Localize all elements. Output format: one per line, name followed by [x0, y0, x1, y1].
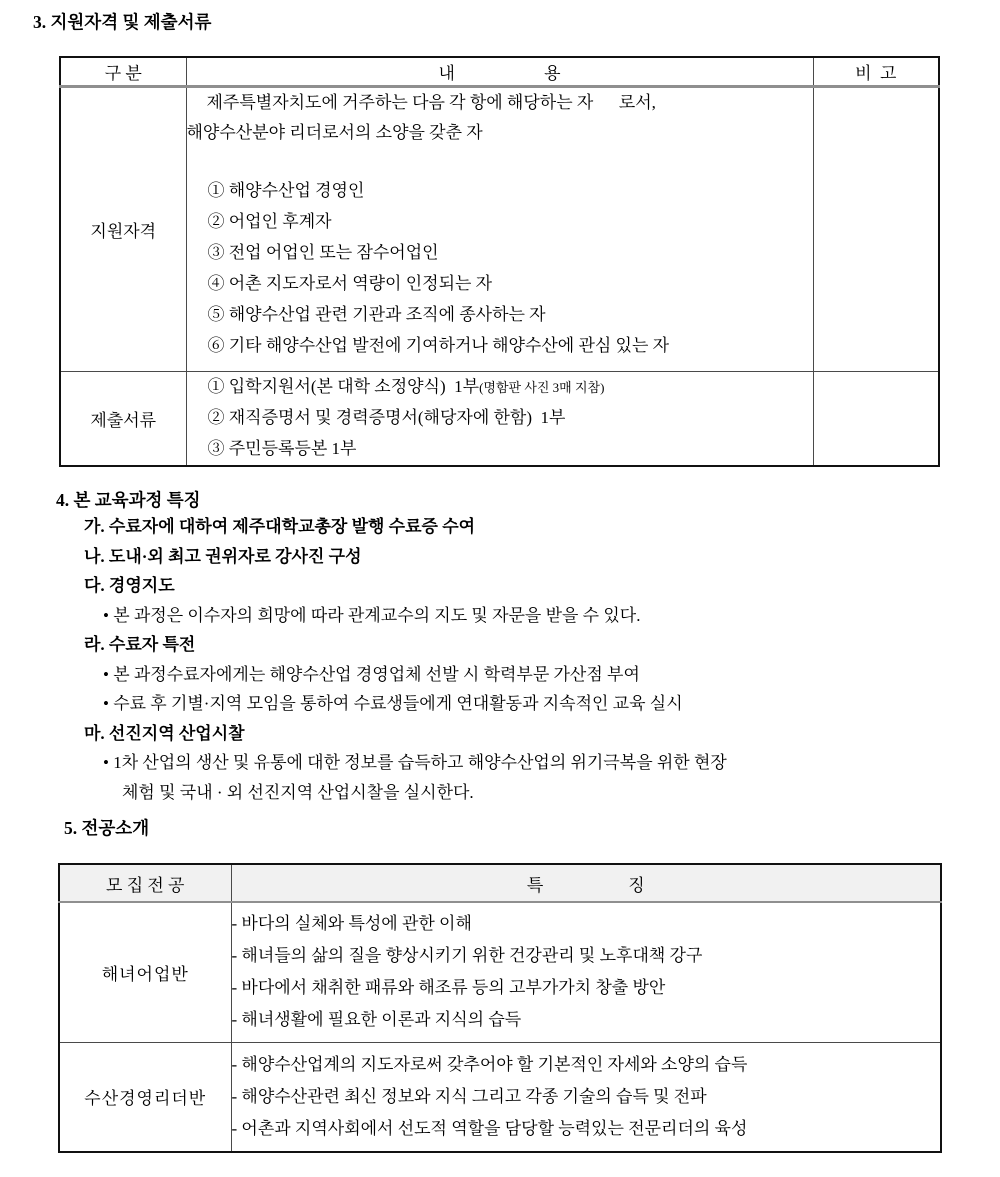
blank-spacer — [187, 148, 813, 175]
section3-title: 3. 지원자격 및 제출서류 — [33, 12, 212, 32]
qualification-item: ⑤ 해양수산업 관련 기관과 조직에 종사하는 자 — [207, 305, 546, 324]
header-cell-feature: 특 징 — [231, 864, 941, 902]
documents-content-cell — [186, 372, 813, 467]
document-item-small-text: (명함판 사진 3매 지참) — [479, 380, 605, 395]
qualification-table — [59, 56, 940, 467]
document-item-text: ② 재직증명서 및 경력증명서(해당자에 한함) 1부 — [207, 408, 566, 427]
major-cell-haenyeo: 해녀어업반 — [59, 902, 231, 1042]
table-row-haenyeo — [59, 902, 941, 1042]
table-row-qualification — [60, 87, 939, 372]
feature-item: - 해녀생활에 필요한 이론과 지식의 습득 — [231, 1010, 522, 1030]
section4-heading-ma: 마. 선진지역 산업시찰 — [84, 723, 245, 743]
qualification-item: ⑥ 기타 해양수산업 발전에 기여하거나 해양수산에 관심 있는 자 — [207, 336, 670, 355]
document-item — [187, 372, 813, 403]
major-cell-fishery-leader: 수산경영리더반 — [59, 1042, 231, 1152]
section4-title: 4. 본 교육과정 특징 — [56, 490, 201, 510]
note-cell-qualification — [813, 87, 939, 372]
section4-heading-na: 나. 도내·외 최고 권위자로 강사진 구성 — [84, 546, 362, 566]
category-cell-documents: 제출서류 — [60, 372, 186, 467]
category-cell-qualification: 지원자격 — [60, 87, 186, 372]
section4-bullet: • 수료 후 기별·지역 모임을 통하여 수료생들에게 연대활동과 지속적인 교육 실시 — [103, 694, 683, 713]
document-item — [187, 403, 813, 434]
qualification-intro-line2: 해양수산분야 리더로서의 소양을 갖춘 자 — [186, 123, 483, 142]
major-table-header-row — [59, 864, 941, 902]
feature-item: - 해양수산관련 최신 정보와 지식 그리고 각종 기술의 습득 및 전파 — [231, 1086, 707, 1106]
fishery-leader-feature-cell — [231, 1042, 941, 1152]
qualification-table-header-row — [60, 57, 939, 87]
section4-heading-ra: 라. 수료자 특전 — [84, 635, 196, 654]
header-cell-major: 모 집 전 공 — [59, 864, 231, 902]
feature-item: - 바다의 실체와 특성에 관한 이해 — [231, 914, 472, 934]
qualification-item: ② 어업인 후계자 — [207, 212, 332, 231]
note-cell-documents — [813, 372, 939, 467]
header-cell-note: 비 고 — [813, 57, 939, 87]
qualification-content-cell — [186, 87, 813, 372]
qualification-intro-line1: 제주특별자치도에 거주하는 다음 각 항에 해당하는 자 로서, — [206, 93, 656, 112]
document-item — [187, 434, 813, 465]
section4-heading-da: 다. 경영지도 — [84, 576, 175, 595]
document-item-text: ① 입학지원서(본 대학 소정양식) 1부 — [207, 377, 480, 396]
feature-item: - 해녀들의 삶의 질을 향상시키기 위한 건강관리 및 노후대책 강구 — [231, 946, 703, 966]
feature-item: - 해양수산업계의 지도자로써 갖추어야 할 기본적인 자세와 소양의 습득 — [231, 1054, 748, 1074]
qualification-item: ④ 어촌 지도자로서 역량이 인정되는 자 — [207, 274, 493, 293]
qualification-item: ③ 전업 어업인 또는 잠수어업인 — [207, 243, 439, 262]
table-row-fishery-leader — [59, 1042, 941, 1152]
section4 — [56, 488, 1000, 807]
section5-title: 5. 전공소개 — [64, 818, 150, 838]
haenyeo-feature-cell — [231, 902, 941, 1042]
major-table — [58, 863, 942, 1153]
qualification-item: ① 해양수산업 경영인 — [207, 181, 365, 200]
header-cell-category: 구 분 — [60, 57, 186, 87]
section4-bullet: • 본 과정은 이수자의 희망에 따라 관계교수의 지도 및 자문을 받을 수 있다. — [103, 605, 641, 625]
feature-item: - 어촌과 지역사회에서 선도적 역할을 담당할 능력있는 전문리더의 육성 — [231, 1118, 748, 1138]
feature-item: - 바다에서 채취한 패류와 해조류 등의 고부가가치 창출 방안 — [231, 978, 666, 998]
section4-heading-ga: 가. 수료자에 대하여 제주대학교총장 발행 수료증 수여 — [84, 517, 476, 536]
section4-bullet-continuation: 체험 및 국내 · 외 선진지역 산업시찰을 실시한다. — [122, 782, 474, 802]
section4-bullet: • 1차 산업의 생산 및 유통에 대한 정보를 습득하고 해양수산업의 위기극복을 위한 현장 — [103, 753, 727, 772]
header-cell-content: 내 용 — [186, 57, 813, 87]
document-item-text: ③ 주민등록등본 1부 — [207, 439, 357, 458]
section4-bullet: • 본 과정수료자에게는 해양수산업 경영업체 선발 시 학력부문 가산점 부여 — [103, 664, 640, 684]
table-row-documents — [60, 372, 939, 467]
